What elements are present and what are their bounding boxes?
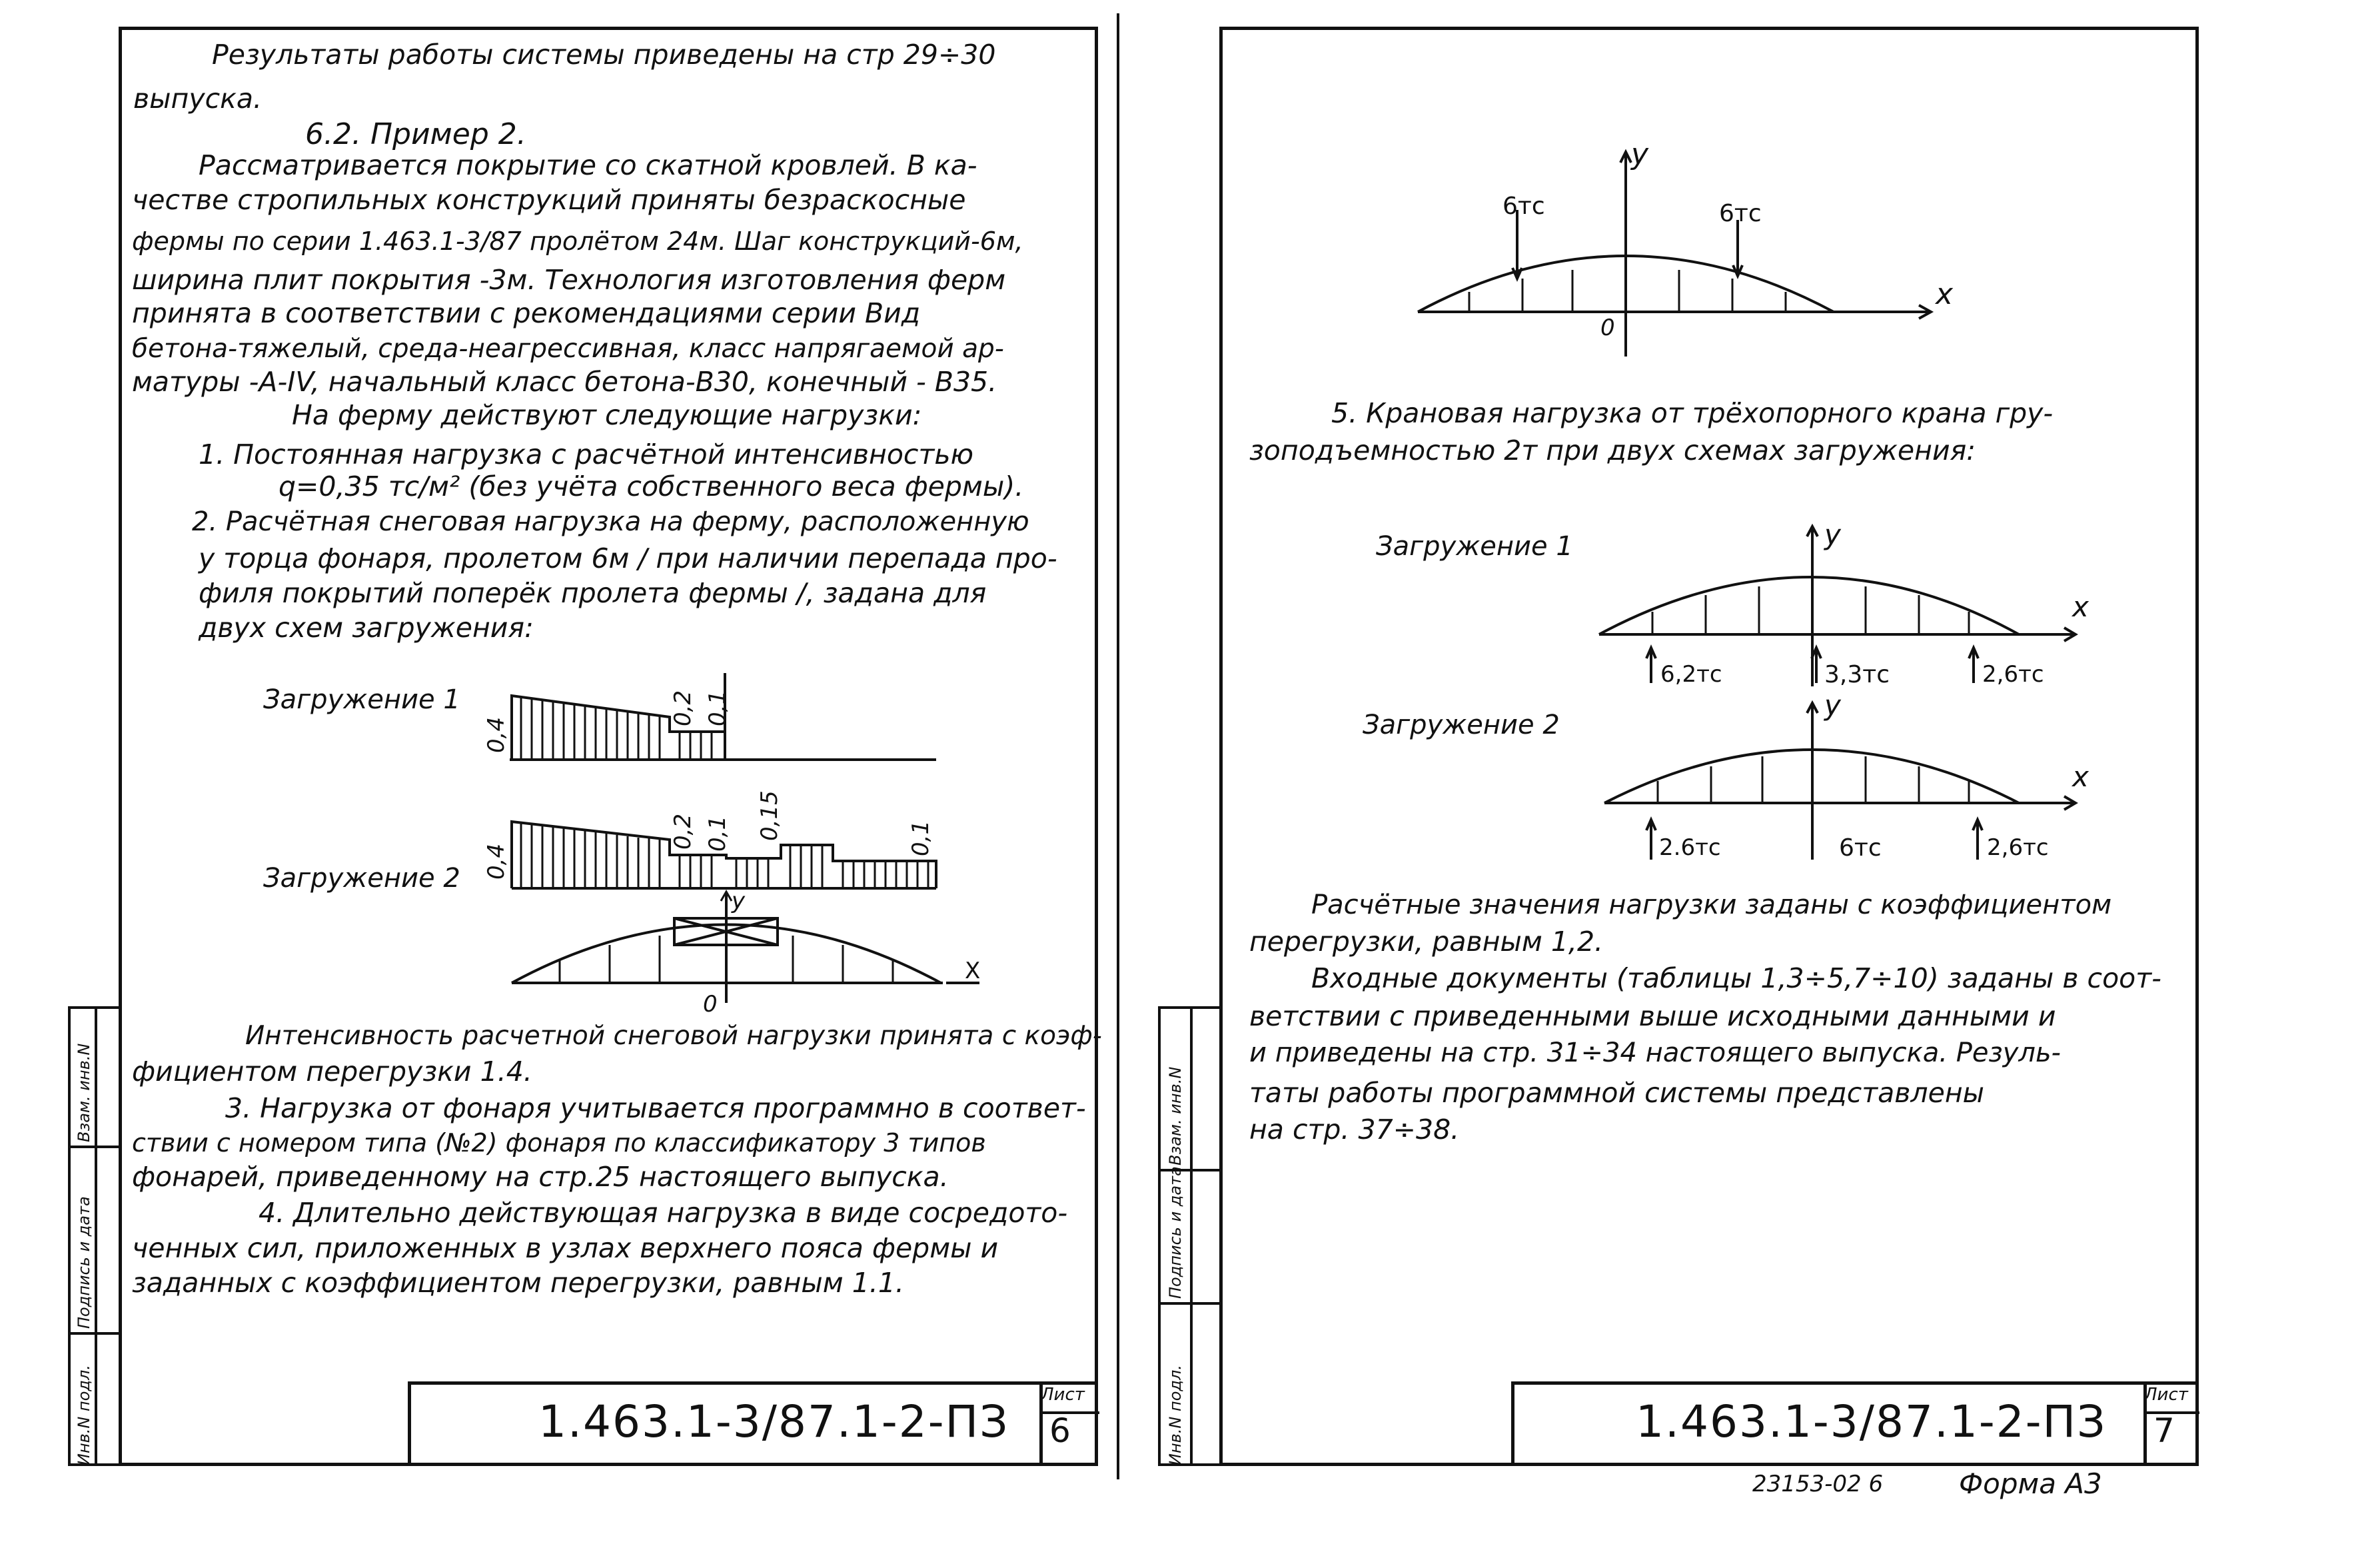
text-line: Расчётные значения нагрузки заданы с коэффициентом [1311, 890, 2112, 920]
value-label: 0,15 [756, 790, 783, 841]
text-line: фермы по серии 1.463.1-3/87 пролётом 24м. Шаг конструкций-6м, [132, 227, 1023, 256]
text-line: и приведены на стр. 31÷34 настоящего выпуска. Резуль- [1249, 1038, 2061, 1068]
origin-label: 0 [1600, 315, 1615, 341]
axis-x-label: x [2072, 760, 2089, 793]
axis-x-label: X [965, 958, 981, 984]
text-line: На ферму действуют следующие нагрузки: [292, 399, 922, 431]
axis-y-label: y [1631, 137, 1649, 171]
footer-number: 23153-02 6 [1752, 1471, 1884, 1497]
text-line: перегрузки, равным 1,2. [1249, 926, 1604, 958]
text-line: ствии с номером типа (№2) фонаря по классификатору 3 типов [132, 1128, 986, 1158]
sidebar-replace-label: Взам. инв.N [75, 1043, 93, 1142]
force-label: 6,2тс [1660, 661, 1722, 688]
document-code: 1.463.1-3/87.1-2-ПЗ [1636, 1396, 2107, 1447]
text-line: честве стропильных конструкций приняты безраскосные [132, 184, 966, 216]
text-line: 4. Длительно действующая нагрузка в виде сосредото- [259, 1197, 1068, 1229]
text-line: двух схем загружения: [199, 612, 534, 644]
text-line: Результаты работы системы приведены на стр 29÷30 [212, 39, 996, 71]
text-line: 3. Нагрузка от фонаря учитывается программно в соответ- [225, 1092, 1086, 1124]
sheet-label: Лист [1041, 1385, 1085, 1405]
value-label: 0,1 [704, 815, 731, 852]
sidebar-inv-label: Инв.N подл. [1166, 1365, 1185, 1465]
force-label: 2,6тс [1987, 834, 2049, 861]
value-label: 0,1 [704, 690, 731, 726]
text-line: Интенсивность расчетной снеговой нагрузки принята с коэф- [245, 1021, 1102, 1051]
value-label: 0,2 [670, 813, 696, 850]
text-line: фонарей, приведенному на стр.25 настоящего выпуска. [132, 1161, 949, 1193]
text-line: ченных сил, приложенных в узлах верхнего пояса фермы и [132, 1232, 999, 1264]
force-label: 2.6тс [1659, 834, 1721, 861]
force-label: 6тс [1839, 834, 1882, 862]
axis-y-label: y [1824, 689, 1841, 722]
document-code: 1.463.1-3/87.1-2-ПЗ [538, 1396, 1009, 1447]
footer-form: Форма А3 [1959, 1467, 2102, 1500]
sidebar-inv-label: Инв.N подл. [75, 1365, 93, 1465]
crane-load-1-label: Загружение 1 [1376, 531, 1573, 562]
sheet-number: 6 [1049, 1411, 1072, 1450]
text-line: ширина плит покрытия -3м. Технология изготовления ферм [132, 264, 1006, 296]
text-line: 1. Постоянная нагрузка с расчётной интенсивностью [199, 438, 974, 470]
text-line: у торца фонаря, пролетом 6м / при наличии перепада про- [199, 542, 1057, 574]
text-line: q=0,35 тс/м² (без учёта собственного веса фермы). [279, 470, 1024, 502]
value-label: 0,1 [907, 820, 934, 856]
crane-load-2-label: Загружение 2 [1363, 710, 1560, 740]
load-case-2-label: Загружение 2 [263, 863, 460, 894]
text-line: ветствии с приведенными выше исходными данными и [1249, 1000, 2056, 1032]
text-line: матуры -А-IV, начальный класс бетона-В30, конечный - В35. [132, 366, 997, 398]
sheet-label: Лист [2144, 1385, 2188, 1405]
text-line: заданных с коэффициентом перегрузки, равным 1.1. [132, 1267, 904, 1299]
sidebar-sign-label: Подпись и дата [1166, 1166, 1185, 1299]
text-line: на стр. 37÷38. [1249, 1114, 1460, 1146]
force-label: 6тс [1502, 193, 1545, 220]
force-label: 6тс [1719, 200, 1762, 227]
value-label: 0,4 [483, 716, 510, 753]
text-line: бетона-тяжелый, среда-неагрессивная, класс напрягаемой ар- [132, 334, 1004, 364]
text-line: выпуска. [133, 83, 263, 115]
load-case-1-label: Загружение 1 [263, 684, 460, 715]
sidebar-sign-label: Подпись и дата [75, 1196, 93, 1329]
text-line: 2. Расчётная снеговая нагрузка на ферму, расположенную [192, 506, 1029, 537]
text-line: таты работы программной системы представлены [1249, 1077, 1985, 1109]
text-line: фициентом перегрузки 1.4. [132, 1056, 532, 1088]
origin-label: 0 [703, 991, 718, 1018]
axis-y-label: y [1824, 518, 1841, 551]
value-label: 0,4 [483, 843, 510, 880]
section-heading: 6.2. Пример 2. [305, 117, 526, 151]
axis-x-label: x [2072, 590, 2089, 623]
force-label: 2,6тс [1982, 661, 2044, 688]
axis-y-label: y [732, 888, 746, 914]
text-line: Входные документы (таблицы 1,3÷5,7÷10) заданы в соот- [1311, 962, 2161, 994]
text-line: филя покрытий поперёк пролета фермы /, задана для [199, 577, 987, 609]
text-line: Рассматривается покрытие со скатной кровлей. В ка- [199, 149, 977, 181]
sidebar-replace-label: Взам. инв.N [1166, 1066, 1185, 1166]
text-line: принята в соответствии с рекомендациями серии Вид [132, 297, 921, 329]
axis-x-label: x [1936, 277, 1954, 311]
text-line: зоподъемностью 2т при двух схемах загружения: [1249, 434, 1976, 466]
value-label: 0,2 [670, 690, 696, 726]
text-line: 5. Крановая нагрузка от трёхопорного крана гру- [1331, 397, 2054, 429]
sheet-number: 7 [2153, 1411, 2176, 1450]
force-label: 3,3тс [1824, 661, 1890, 688]
